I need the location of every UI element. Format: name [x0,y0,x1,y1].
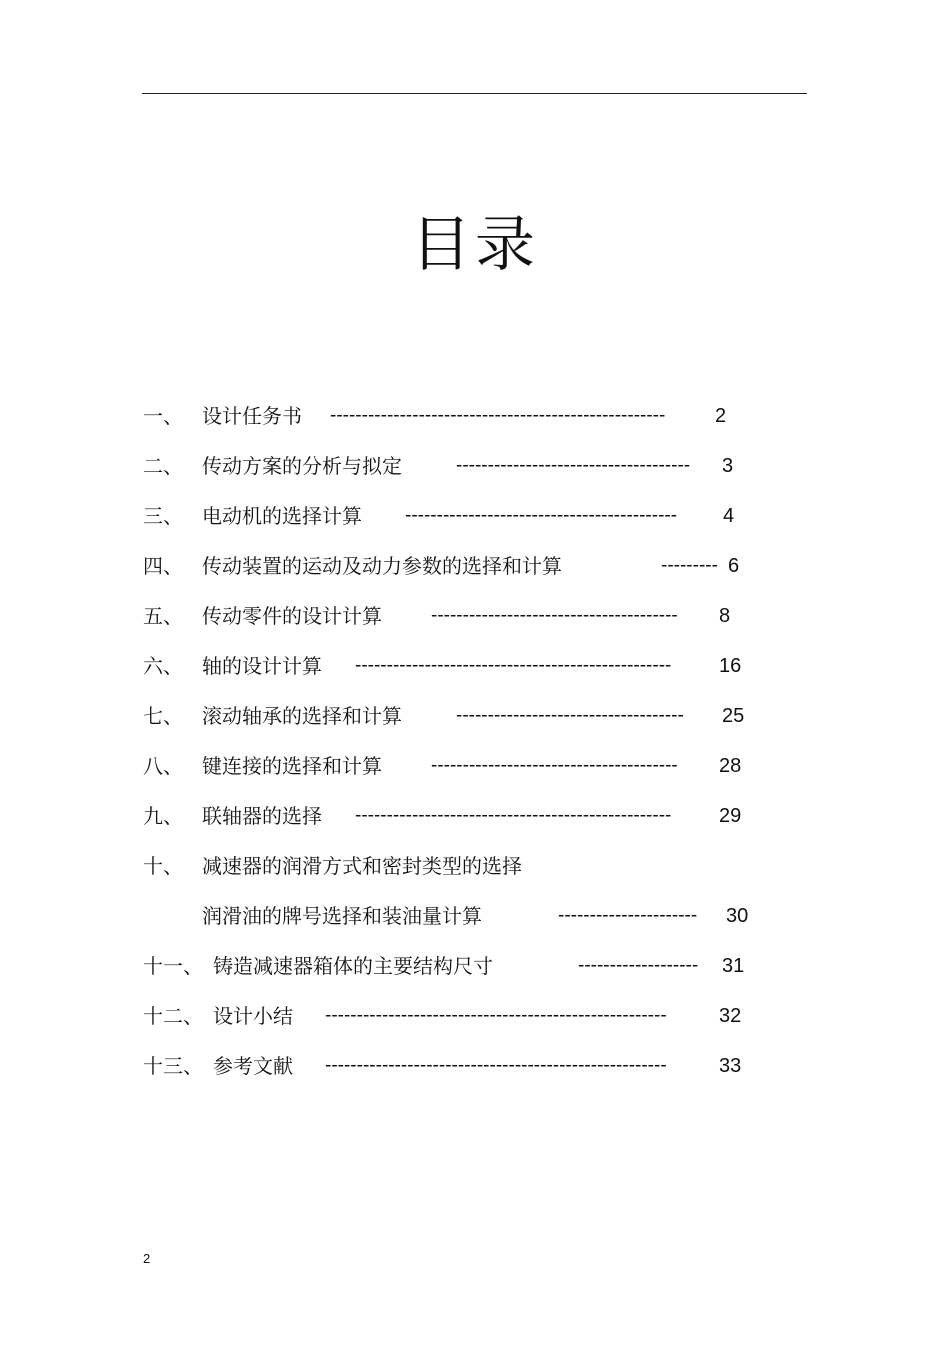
toc-entry-leader: ------------------------------------------------------ [325,1055,667,1076]
toc-entry-page: 4 [723,505,735,527]
toc-entry-leader: ------------------- [578,955,699,976]
toc-entry-number: 十三、 [143,1054,203,1078]
toc-entry-title: 参考文献 [213,1054,293,1078]
toc-entry-leader: -------------------------------------------------- [355,655,672,676]
toc-entry-number: 七、 [143,704,183,728]
page-title: 目录 [411,210,539,280]
toc-entry-title: 滚动轴承的选择和计算 [202,704,402,728]
toc-entry-number: 九、 [143,804,183,828]
toc-entry-leader: --------------------------------------- [431,605,678,626]
toc-entry-title: 设计小结 [213,1004,293,1028]
toc-entry-leader: ------------------------------------- [456,455,691,476]
toc-entry-title: 传动装置的运动及动力参数的选择和计算 [202,554,562,578]
toc-entry-number: 二、 [143,454,183,478]
toc-entry-title: 铸造减速器箱体的主要结构尺寸 [213,954,493,978]
toc-entry-title: 键连接的选择和计算 [202,754,382,778]
toc-entry-page: 33 [719,1055,742,1077]
toc-entry-title: 轴的设计计算 [202,654,322,678]
toc-entry-number: 六、 [143,654,183,678]
toc-entry-title: 电动机的选择计算 [202,504,362,528]
toc-entry-page: 31 [722,955,745,977]
toc-entry-number: 八、 [143,754,183,778]
toc-entry-leader: --------------------------------------- [431,755,678,776]
toc-entry-leader: --------- [661,555,718,576]
toc-entry-page: 30 [726,905,749,927]
toc-entry-page: 8 [719,605,731,627]
toc-entry-number: 十、 [143,854,183,878]
toc-entry-leader: ---------------------- [558,905,698,926]
toc-entry-leader: ----------------------------------------------------- [330,405,666,426]
footer-page-number: 2 [143,1251,151,1266]
toc-entry-number: 三、 [143,504,183,528]
toc-entry-number: 一、 [143,404,183,428]
toc-entry-page: 6 [728,555,740,577]
toc-entry-page: 25 [722,705,745,727]
toc-entry-title: 减速器的润滑方式和密封类型的选择 [202,854,522,878]
toc-entry-page: 16 [719,655,742,677]
toc-entry-title: 联轴器的选择 [202,804,322,828]
toc-entry-title: 设计任务书 [202,404,302,428]
toc-entry-page: 3 [722,455,734,477]
toc-entry-page: 29 [719,805,742,827]
toc-entry-leader: ------------------------------------------------------ [325,1005,667,1026]
toc-entry-page: 28 [719,755,742,777]
toc-entry-leader: ------------------------------------ [456,705,684,726]
toc-entry-leader: ------------------------------------------- [405,505,678,526]
toc-entry-number: 四、 [143,554,183,578]
toc-entry-number: 五、 [143,604,183,628]
toc-entry-page: 2 [715,405,727,427]
toc-entry-title: 润滑油的牌号选择和装油量计算 [202,904,482,928]
toc-entry-page: 32 [719,1005,742,1027]
toc-entry-title: 传动零件的设计计算 [202,604,382,628]
toc-entry-title: 传动方案的分析与拟定 [202,454,402,478]
toc-entry-leader: -------------------------------------------------- [355,805,672,826]
toc-entry-number: 十一、 [143,954,203,978]
toc-entry-number: 十二、 [143,1004,203,1028]
